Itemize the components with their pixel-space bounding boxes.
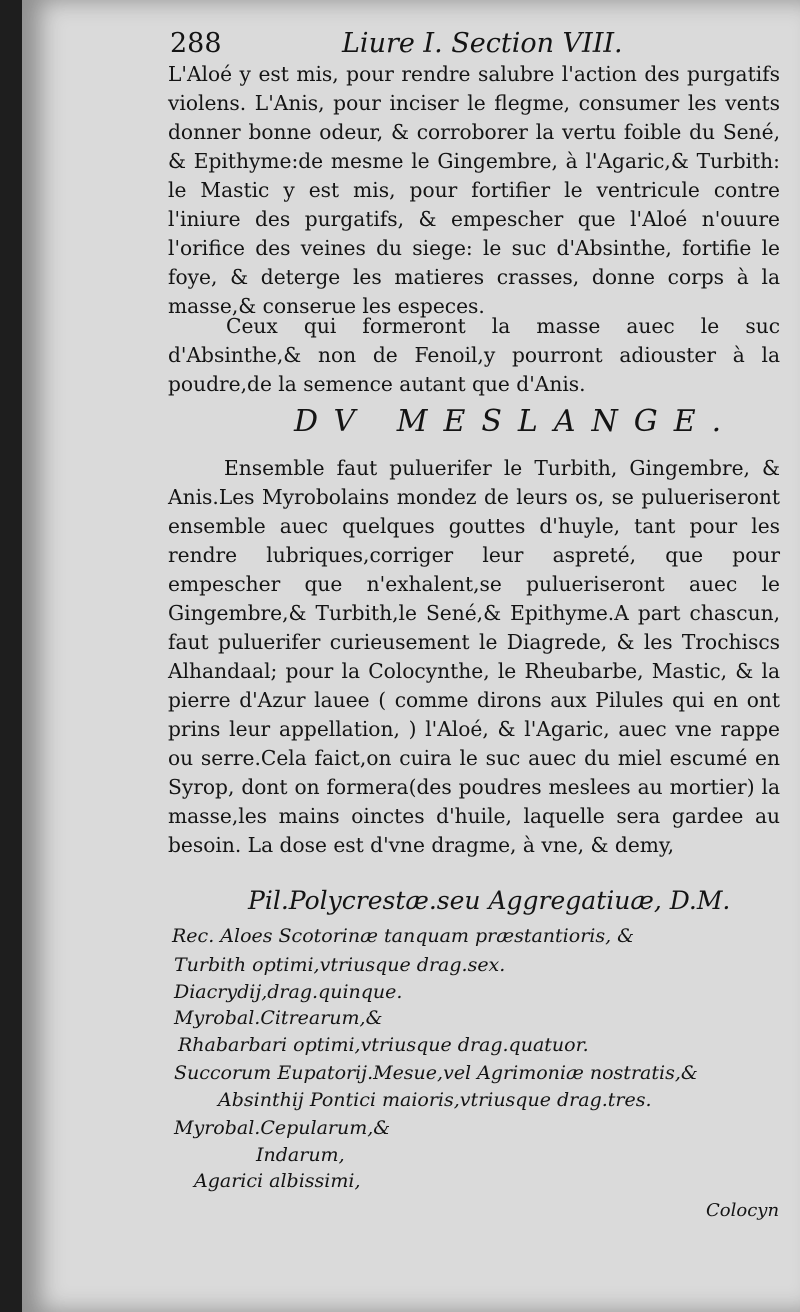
recipe-line: Myrobal.Cepularum,& bbox=[174, 1117, 391, 1139]
recipe-line: Agarici albissimi, bbox=[194, 1170, 361, 1192]
paragraph-meslange: Ensemble faut puluerifer le Turbith, Gingembre, & Anis.Les Myrobolains mondez de leurs os, se pulueriseront ensemble auec quelques gouttes d'huyle, tant pour les rendre lubriques,corriger leur aspreté, que pour empescher que n'exhalent,se pulueriseront auec le Gingembre,& Turbith,le Sené,& Epithyme.A part chascun, faut puluerifer curieusement le Diagrede, & les Trochiscs Alhandaal; pour la Colocynthe, le Rheubarbe, Mastic, & la pierre d'Azur lauee ( comme dirons aux Pilules qui en ont prins leur appellation, ) l'Aloé, & l'Agaric, auec vne rappe ou serre.Cela faict,on cuira le suc auec du miel escumé en Syrop, dont on formera(des poudres meslees au mortier) la masse,les mains oinctes d'huile, laquelle sera gardee au besoin. La dose est d'vne dragme, à vne, & demy, bbox=[168, 456, 780, 857]
book-page bbox=[22, 0, 800, 1312]
recipe-line: Rec. Aloes Scotorinæ tanquam præstantioris, & bbox=[172, 925, 635, 947]
paragraph-absinthe: Ceux qui formeront la masse auec le suc d'Absinthe,& non de Fenoil,y pourront adiouster à la poudre,de la semence autant que d'Anis. bbox=[168, 314, 780, 396]
running-head: Liure I. Section VIII. bbox=[342, 28, 623, 59]
recipe-line: Diacrydij,drag.quinque. bbox=[174, 981, 403, 1003]
section-heading: DV MESLANGE. bbox=[294, 404, 738, 439]
recipe-line: Rhabarbari optimi,vtriusque drag.quatuor. bbox=[178, 1034, 589, 1056]
catchword: Colocyn bbox=[706, 1200, 780, 1221]
recipe-line: Indarum, bbox=[256, 1144, 345, 1166]
recipe-line: Absinthij Pontici maioris,vtriusque drag.tres. bbox=[218, 1089, 652, 1111]
recipe-line: Turbith optimi,vtriusque drag.sex. bbox=[174, 954, 506, 976]
recipe-line: Myrobal.Citrearum,& bbox=[174, 1007, 383, 1029]
paragraph-aloe: L'Aloé y est mis, pour rendre salubre l'action des purgatifs violens. L'Anis, pour inciser le flegme, consumer les vents donner bonne odeur, & corroborer la vertu foible du Sené, & Epithyme:de mesme le Gingembre, à l'Agaric,& Turbith: le Mastic y est mis, pour fortifier le ventricule contre l'iniure des purgatifs, & empescher que l'Aloé n'ouure l'orifice des veines du siege: le suc d'Absinthe, fortifie le foye, & deterge les matieres crasses, donne corps à la masse,& conserue les especes. bbox=[168, 62, 780, 318]
recipe-line: Succorum Eupatorij.Mesue,vel Agrimoniæ nostratis,& bbox=[174, 1062, 698, 1084]
page-number: 288 bbox=[170, 28, 222, 59]
recipe-title: Pil.Polycrestæ.seu Aggregatiuæ, D.M. bbox=[248, 886, 731, 915]
